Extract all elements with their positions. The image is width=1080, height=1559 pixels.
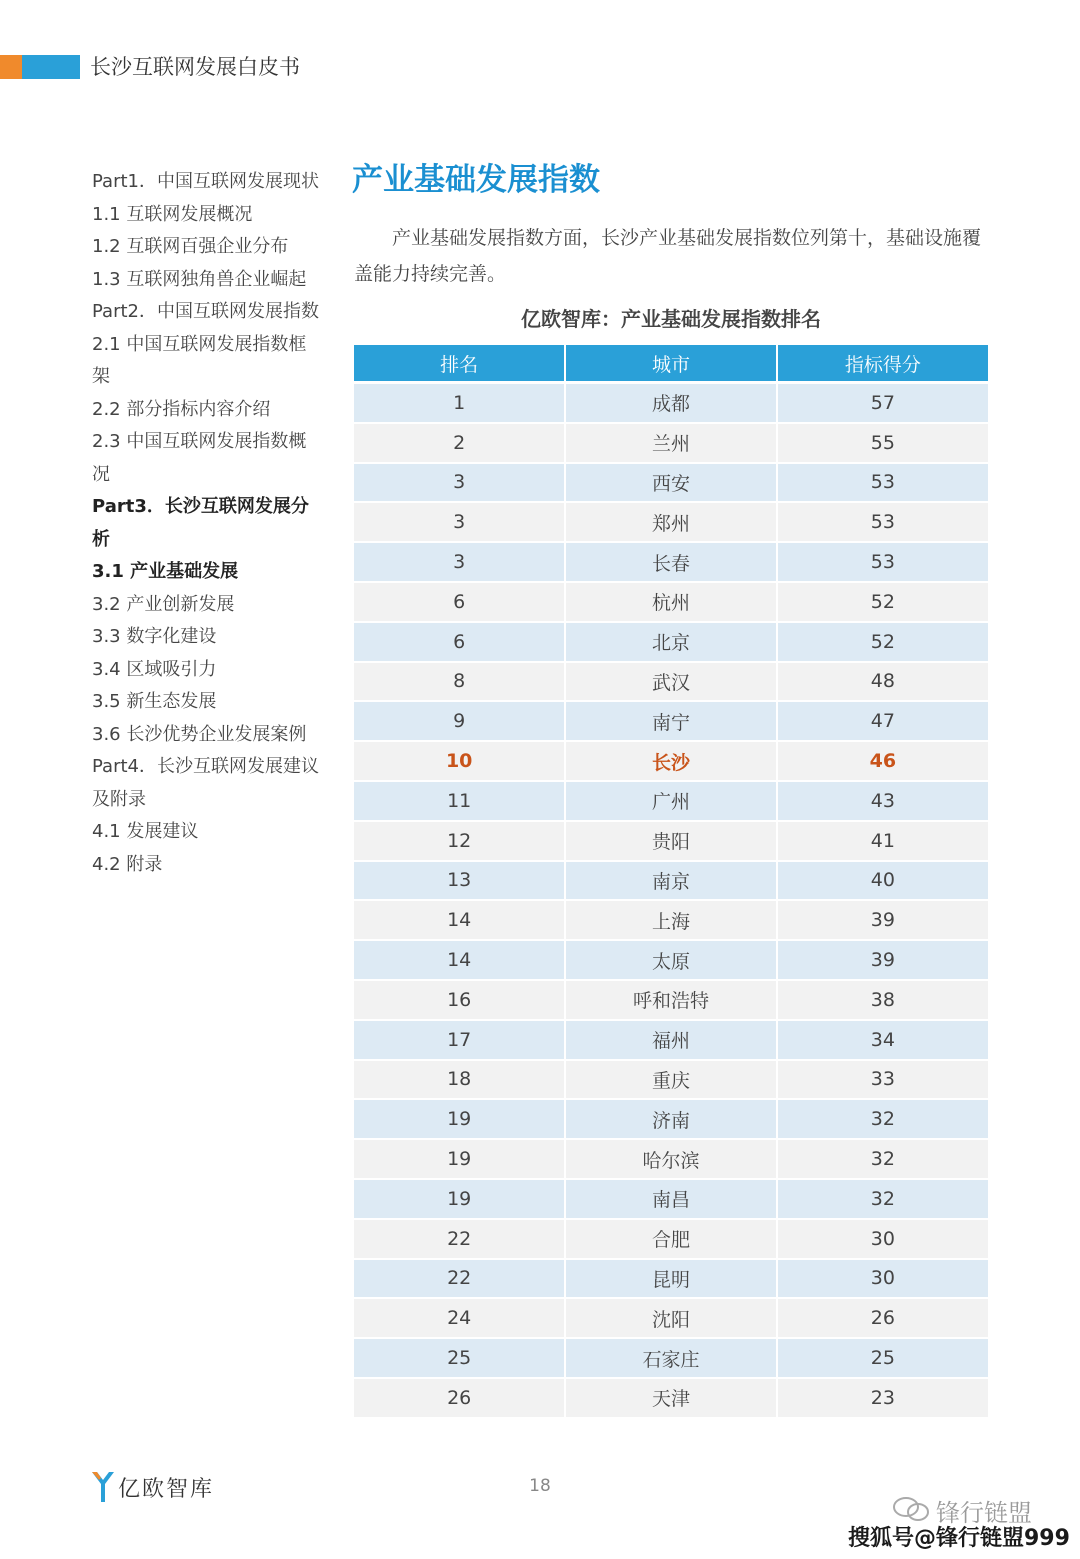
toc-item[interactable]: 架 xyxy=(92,366,110,387)
header-accent-orange xyxy=(0,55,22,79)
cell-score: 33 xyxy=(777,1060,988,1100)
table-row xyxy=(354,1020,988,1060)
toc-item[interactable]: 2.3 中国互联网发展指数概 xyxy=(92,431,307,452)
table-header-row xyxy=(354,345,988,383)
footer-logo-text: 亿欧智库 xyxy=(118,1477,215,1502)
watermark-sohu: 搜狐号@锋行链盟999 xyxy=(848,1526,1070,1551)
table-row xyxy=(354,861,988,901)
cell-rank: 9 xyxy=(354,701,565,741)
toc-item[interactable]: 4.2 附录 xyxy=(92,853,163,875)
cell-score: 32 xyxy=(777,1139,988,1179)
cell-rank: 2 xyxy=(354,423,565,463)
cell-city: 太原 xyxy=(565,940,776,980)
toc-item[interactable]: 3.5 新生态发展 xyxy=(92,691,217,712)
toc-item[interactable]: Part3．长沙互联网发展分 xyxy=(92,496,309,517)
table-row xyxy=(354,1179,988,1219)
cell-rank: 22 xyxy=(354,1259,565,1299)
cell-rank: 14 xyxy=(354,940,565,980)
cell-rank: 19 xyxy=(354,1139,565,1179)
cell-score: 41 xyxy=(777,821,988,861)
table-row xyxy=(354,1139,988,1179)
toc-item[interactable]: 2.2 部分指标内容介绍 xyxy=(92,398,271,420)
ranking-table xyxy=(354,345,988,1419)
cell-score: 46 xyxy=(777,741,988,781)
cell-rank: 26 xyxy=(354,1378,565,1418)
cell-rank: 6 xyxy=(354,582,565,622)
cell-city: 石家庄 xyxy=(565,1338,776,1378)
footer-logo xyxy=(90,1470,214,1504)
cell-city: 北京 xyxy=(565,622,776,662)
table-row xyxy=(354,582,988,622)
table-row xyxy=(354,940,988,980)
table-row xyxy=(354,1099,988,1139)
cell-rank: 24 xyxy=(354,1298,565,1338)
cell-city: 兰州 xyxy=(565,423,776,463)
cell-rank: 3 xyxy=(354,502,565,542)
toc-item[interactable]: 1.3 互联网独角兽企业崛起 xyxy=(92,268,307,290)
toc-item[interactable]: 3.2 产业创新发展 xyxy=(92,593,235,615)
cell-score: 30 xyxy=(777,1219,988,1259)
section-title: 产业基础发展指数 xyxy=(352,162,600,198)
header-accent-blue xyxy=(22,55,80,79)
cell-score: 40 xyxy=(777,861,988,901)
cell-city: 昆明 xyxy=(565,1259,776,1299)
header-score: 指标得分 xyxy=(777,345,988,383)
cell-score: 53 xyxy=(777,463,988,503)
cell-city: 杭州 xyxy=(565,582,776,622)
table-row xyxy=(354,622,988,662)
cell-city: 沈阳 xyxy=(565,1298,776,1338)
cell-city: 西安 xyxy=(565,463,776,503)
cell-rank: 3 xyxy=(354,463,565,503)
table-row xyxy=(354,502,988,542)
cell-city: 南宁 xyxy=(565,701,776,741)
cell-score: 53 xyxy=(777,502,988,542)
cell-rank: 11 xyxy=(354,781,565,821)
cell-city: 广州 xyxy=(565,781,776,821)
cell-score: 32 xyxy=(777,1179,988,1219)
toc-item[interactable]: 析 xyxy=(92,528,110,550)
cell-score: 52 xyxy=(777,622,988,662)
cell-rank: 12 xyxy=(354,821,565,861)
table-row xyxy=(354,383,988,423)
cell-city: 上海 xyxy=(565,900,776,940)
cell-city: 成都 xyxy=(565,383,776,423)
cell-rank: 10 xyxy=(354,741,565,781)
table-row xyxy=(354,1259,988,1299)
table-row xyxy=(354,821,988,861)
cell-city: 武汉 xyxy=(565,662,776,702)
table-row xyxy=(354,662,988,702)
watermark-text: 锋行链盟 xyxy=(936,1499,1032,1527)
table-row xyxy=(354,781,988,821)
cell-city: 长春 xyxy=(565,542,776,582)
page-number: 18 xyxy=(529,1476,551,1496)
cell-score: 53 xyxy=(777,542,988,582)
cell-city: 天津 xyxy=(565,1378,776,1418)
table-row xyxy=(354,1060,988,1100)
cell-city: 呼和浩特 xyxy=(565,980,776,1020)
cell-city: 贵阳 xyxy=(565,821,776,861)
cell-rank: 19 xyxy=(354,1179,565,1219)
document-title: 长沙互联网发展白皮书 xyxy=(90,55,300,79)
table-title: 亿欧智库：产业基础发展指数排名 xyxy=(521,307,821,331)
cell-score: 52 xyxy=(777,582,988,622)
header-city: 城市 xyxy=(565,345,776,383)
toc-item[interactable]: 况 xyxy=(92,463,110,485)
cell-rank: 6 xyxy=(354,622,565,662)
yiou-logo-icon xyxy=(90,1470,116,1504)
cell-score: 23 xyxy=(777,1378,988,1418)
toc-item[interactable]: 4.1 发展建议 xyxy=(92,821,199,842)
cell-city: 济南 xyxy=(565,1099,776,1139)
cell-rank: 18 xyxy=(354,1060,565,1100)
cell-score: 39 xyxy=(777,900,988,940)
table-row xyxy=(354,1219,988,1259)
cell-score: 57 xyxy=(777,383,988,423)
cell-score: 43 xyxy=(777,781,988,821)
table-row xyxy=(354,1338,988,1378)
cell-city: 南京 xyxy=(565,861,776,901)
wechat-watermark-icon xyxy=(892,1496,932,1522)
cell-rank: 3 xyxy=(354,542,565,582)
table-of-contents xyxy=(92,166,322,881)
cell-score: 34 xyxy=(777,1020,988,1060)
cell-rank: 13 xyxy=(354,861,565,901)
cell-score: 38 xyxy=(777,980,988,1020)
cell-score: 55 xyxy=(777,423,988,463)
table-row xyxy=(354,741,988,781)
toc-item[interactable]: 1.1 互联网发展概况 xyxy=(92,203,253,225)
toc-item[interactable]: 2.1 中国互联网发展指数框 xyxy=(92,333,307,355)
cell-city: 福州 xyxy=(565,1020,776,1060)
cell-score: 32 xyxy=(777,1099,988,1139)
table-row xyxy=(354,463,988,503)
table-row xyxy=(354,1298,988,1338)
cell-rank: 17 xyxy=(354,1020,565,1060)
table-row xyxy=(354,542,988,582)
cell-score: 47 xyxy=(777,701,988,741)
toc-item[interactable]: 3.1 产业基础发展 xyxy=(92,561,239,582)
cell-city: 哈尔滨 xyxy=(565,1139,776,1179)
toc-item[interactable]: 1.2 互联网百强企业分布 xyxy=(92,236,289,257)
section-intro: 产业基础发展指数方面，长沙产业基础发展指数位列第十，基础设施覆盖能力持续完善。 xyxy=(354,227,982,285)
toc-item[interactable]: 及附录 xyxy=(92,788,146,810)
cell-score: 25 xyxy=(777,1338,988,1378)
cell-city: 南昌 xyxy=(565,1179,776,1219)
header-rank: 排名 xyxy=(354,345,565,383)
cell-city: 重庆 xyxy=(565,1060,776,1100)
toc-item[interactable]: 3.6 长沙优势企业发展案例 xyxy=(92,723,307,745)
table-row xyxy=(354,980,988,1020)
toc-item[interactable]: Part1．中国互联网发展现状 xyxy=(92,171,319,192)
cell-score: 48 xyxy=(777,662,988,702)
toc-item[interactable]: 3.4 区域吸引力 xyxy=(92,658,217,680)
table-row xyxy=(354,701,988,741)
toc-item[interactable]: 3.3 数字化建设 xyxy=(92,626,217,647)
cell-score: 30 xyxy=(777,1259,988,1299)
cell-city: 合肥 xyxy=(565,1219,776,1259)
table-row xyxy=(354,900,988,940)
cell-rank: 1 xyxy=(354,383,565,423)
cell-rank: 14 xyxy=(354,900,565,940)
cell-rank: 16 xyxy=(354,980,565,1020)
cell-city: 郑州 xyxy=(565,502,776,542)
cell-rank: 25 xyxy=(354,1338,565,1378)
toc-item[interactable]: Part2．中国互联网发展指数 xyxy=(92,301,319,322)
cell-rank: 8 xyxy=(354,662,565,702)
cell-score: 26 xyxy=(777,1298,988,1338)
table-row xyxy=(354,423,988,463)
cell-score: 39 xyxy=(777,940,988,980)
cell-rank: 19 xyxy=(354,1099,565,1139)
cell-city: 长沙 xyxy=(565,741,776,781)
cell-rank: 22 xyxy=(354,1219,565,1259)
toc-item[interactable]: Part4．长沙互联网发展建议 xyxy=(92,756,319,777)
table-row xyxy=(354,1378,988,1418)
